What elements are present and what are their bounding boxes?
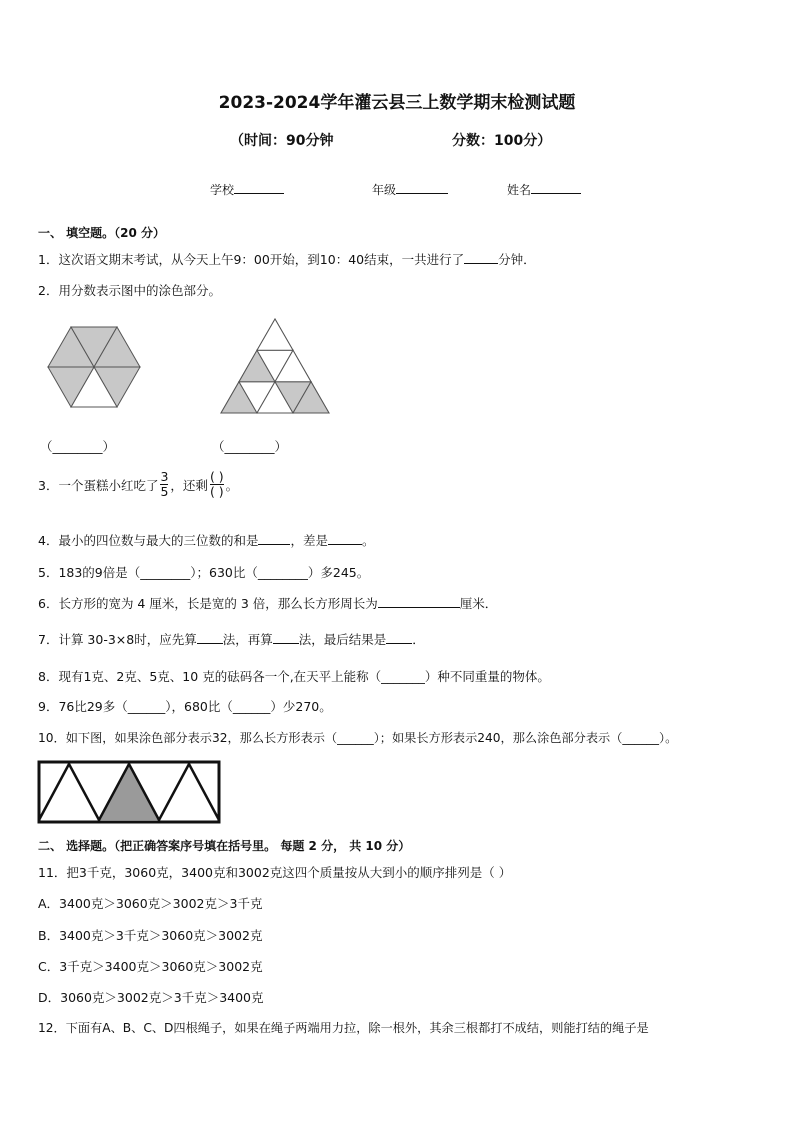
question-11-option-c[interactable]: C．3千克＞3400克＞3060克＞3002克 [38, 959, 263, 974]
exam-time: （时间：90分钟 [230, 133, 334, 149]
question-10: 10．如下图，如果涂色部分表示32，那么长方形表示（______）；如果长方形表示240，那么涂色部分表示（______）。 [38, 731, 678, 745]
question-4 [38, 531, 375, 549]
question-4-suffix: 。 [361, 533, 375, 548]
question-6 [38, 594, 497, 612]
question-7-suffix: ． [412, 632, 425, 647]
fraction-remaining-numerator: ( ) [209, 469, 224, 484]
section-2-heading: 二、 选择题。（把正确答案序号填在括号里。 每题 2 分， 共 10 分） [38, 839, 411, 853]
name-blank[interactable] [531, 181, 581, 194]
school-field [210, 181, 284, 198]
grade-field [372, 181, 448, 198]
question-2: 2．用分数表示图中的涂色部分。 [38, 283, 221, 298]
exam-score: 分数：100分） [452, 133, 552, 149]
question-7-blank-1[interactable] [197, 631, 223, 644]
question-2-answer-1[interactable]: （________） [40, 439, 116, 454]
question-6-blank[interactable] [378, 595, 460, 608]
question-12: 12．下面有A、B、C、D四根绳子，如果在绳子两端用力拉，除一根外，其余三根都打不成结，则能打结的绳子是 [38, 1021, 649, 1035]
question-11: 11．把3千克，3060克，3400克和3002克这四个质量按从大到小的顺序排列是（ ） [38, 865, 512, 880]
grade-label: 年级 [372, 183, 397, 197]
question-1-suffix: 分钟． [498, 252, 536, 267]
triangle-figure [221, 319, 329, 413]
question-11-option-b[interactable]: B．3400克＞3千克＞3060克＞3002克 [38, 928, 263, 943]
question-11-option-d[interactable]: D．3060克＞3002克＞3千克＞3400克 [38, 990, 264, 1005]
page-title: 2023-2024学年灌云县三上数学期末检测试题 [218, 93, 576, 113]
fraction-eaten-denominator: 5 [160, 484, 169, 500]
question-11-option-a[interactable]: A．3400克＞3060克＞3002克＞3千克 [38, 896, 263, 911]
question-7-mid-1: 法，再算 [222, 632, 273, 647]
question-7-mid-2: 法，最后结果是 [298, 632, 387, 647]
question-4-blank-1[interactable] [258, 532, 290, 545]
question-2-answer-2[interactable]: （________） [212, 439, 288, 454]
name-label: 姓名 [507, 183, 532, 197]
question-7-text: 7．计算 30-3×8时，应先算 [38, 632, 197, 647]
question-3-text: 3．一个蛋糕小红吃了 [38, 477, 159, 493]
question-6-suffix: 厘米． [459, 596, 498, 611]
question-7-blank-3[interactable] [386, 631, 412, 644]
question-6-text: 6．长方形的宽为 4 厘米，长是宽的 3 倍，那么长方形周长为 [38, 596, 378, 611]
name-field [507, 181, 581, 198]
fraction-eaten-numerator: 3 [160, 469, 169, 484]
school-label: 学校 [210, 183, 235, 197]
question-7 [38, 630, 425, 648]
tri-top [257, 319, 293, 350]
question-4-blank-2[interactable] [328, 532, 362, 545]
question-9: 9．76比29多（______），680比（______）少270。 [38, 699, 332, 714]
fraction-eaten [160, 470, 168, 500]
school-blank[interactable] [234, 181, 284, 194]
question-8: 8．现有1克、2克、5克、10 克的砝码各一个,在天平上能称（_______）种不同重量的物体。 [38, 669, 550, 684]
question-3 [38, 470, 238, 500]
grade-blank[interactable] [396, 181, 448, 194]
question-1 [38, 250, 536, 268]
question-3-mid: ，还剩 [170, 477, 208, 493]
question-5: 5．183的9倍是（________）；630比（________）多245。 [38, 565, 370, 580]
question-1-blank[interactable] [464, 251, 498, 264]
question-4-text: 4．最小的四位数与最大的三位数的和是 [38, 533, 259, 548]
question-7-blank-2[interactable] [273, 631, 299, 644]
rectangle-triangles-figure [39, 762, 219, 822]
question-3-suffix: 。 [225, 477, 239, 493]
fraction-remaining[interactable] [210, 470, 224, 500]
hexagon-figure [48, 327, 140, 407]
section-1-heading: 一、 填空题。（20 分） [38, 226, 166, 240]
fraction-remaining-denominator: ( ) [209, 484, 224, 500]
question-4-mid: ，差是 [290, 533, 328, 548]
question-1-text: 1．这次语文期末考试，从今天上午9：00开始，到10：40结束，一共进行了 [38, 252, 465, 267]
